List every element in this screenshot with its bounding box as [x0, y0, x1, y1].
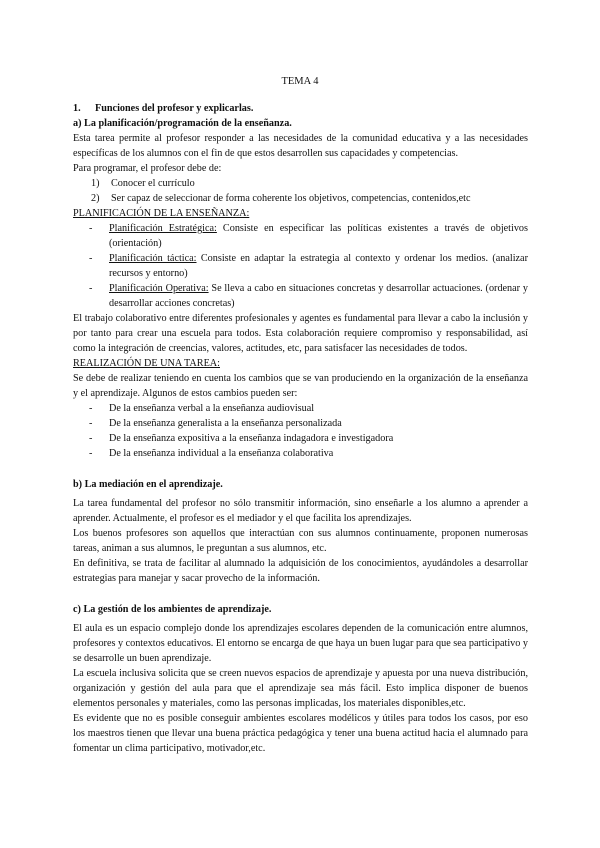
list-item [73, 401, 528, 416]
document-body [73, 101, 528, 756]
list-item-text: Consiste en especificar las políticas existentes a través de objetivos (orientación) [109, 223, 528, 249]
planning-heading: PLANIFICACIÓN DE LA ENSEÑANZA: [73, 208, 250, 219]
list-item-body [109, 221, 528, 251]
list-item [73, 416, 528, 431]
list-item [73, 221, 528, 251]
subsection-a-paragraph-4: Se debe de realizar teniendo en cuenta los cambios que se van produciendo en la organización de la enseñanza y el aprendizaje. Algunos de estos cambios pueden ser: [73, 373, 528, 399]
list-item-text: Ser capaz de seleccionar de forma coherente los objetivos, competencias, contenidos,etc [111, 193, 471, 204]
list-marker: - [89, 403, 93, 414]
list-item-body [109, 281, 528, 311]
list-item [73, 251, 528, 281]
subsection-b-paragraph-3: En definitiva, se trata de facilitar al alumnado la adquisición de los conocimientos, ayudándoles a desarrollar estrategias para manejar y sacar provecho de la información. [73, 558, 528, 584]
section-spacer [73, 461, 528, 477]
list-marker: - [89, 223, 93, 234]
changes-list [73, 401, 528, 461]
list-item-text: De la enseñanza generalista a la enseñanza personalizada [109, 418, 342, 429]
list-item-text: De la enseñanza individual a la enseñanza colaborativa [109, 448, 334, 459]
section-1-title: Funciones del profesor y explicarlas. [95, 103, 254, 114]
subsection-a-paragraph-3: El trabajo colaborativo entre diferentes profesionales y agentes es fundamental para llevar a cabo la inclusión y por tanto para crear una escuela para todos. Esta colaboración requiere compromiso y responsabilidad, así como la integración de creencias, valores, actitudes, etc, para satisfacer las necesidades de todos. [73, 313, 528, 354]
list-marker: - [89, 418, 93, 429]
list-item-text: Consiste en adaptar la estrategia al contexto y ordenar los medios. (analizar recursos y entorno) [109, 253, 528, 279]
subsection-c-paragraph-2: La escuela inclusiva solicita que se creen nuevos espacios de aprendizaje y apuesta por una nueva distribución, organización y gestión del aula para que el aprendizaje sea más fácil. Esto implica disponer de buenos elementos personales y materiales, como las personas implicadas, los materiales disponibles,etc. [73, 668, 528, 709]
list-item [73, 446, 528, 461]
subsection-b-paragraph-1: La tarea fundamental del profesor no sólo transmitir información, sino enseñarle a los alumno a aprender a aprender. Actualmente, el profesor es el mediador y el que facilita los aprendizajes. [73, 498, 528, 524]
list-item [73, 431, 528, 446]
subsection-b-paragraph-2: Los buenos profesores son aquellos que interactúan con sus alumnos continuamente, proponen numerosas tareas, animan a sus alumnos, le preguntan a sus alumnos, etc. [73, 528, 528, 554]
list-marker: 1) [91, 178, 100, 189]
list-item-text: De la enseñanza verbal a la enseñanza audiovisual [109, 403, 315, 414]
subsection-a-heading: a) La planificación/programación de la enseñanza. [73, 118, 292, 129]
list-item-term: Planificación Estratégica: [109, 223, 217, 234]
list-item-text: Conocer el currículo [111, 178, 195, 189]
section-1-heading [73, 101, 528, 116]
section-1-number: 1. [73, 103, 81, 114]
list-marker: - [89, 253, 93, 264]
list-item [73, 191, 528, 206]
programming-steps-list [73, 176, 528, 206]
planning-types-list [73, 221, 528, 311]
list-item-body [109, 251, 528, 281]
list-item [73, 176, 528, 191]
list-marker: - [89, 433, 93, 444]
task-heading: REALIZACIÓN DE UNA TAREA: [73, 358, 220, 369]
list-item-term: Planificación Operativa: [109, 283, 209, 294]
subsection-a-paragraph-1: Esta tarea permite al profesor responder a las necesidades de la comunidad educativa y a las necesidades específicas de los alumnos con el fin de que estos desarrollen sus capacidades y competencias. [73, 133, 528, 159]
list-item-term: Planificación táctica: [109, 253, 197, 264]
document-title: TEMA 4 [281, 76, 319, 87]
list-marker: - [89, 283, 93, 294]
section-spacer [73, 586, 528, 602]
subsection-b-heading: b) La mediación en el aprendizaje. [73, 479, 223, 490]
list-item-text: De la enseñanza expositiva a la enseñanza indagadora e investigadora [109, 433, 394, 444]
subsection-c-heading: c) La gestión de los ambientes de aprendizaje. [73, 604, 272, 615]
list-item-text: Se lleva a cabo en situaciones concretas y desarrollar actuaciones. (ordenar y desarrollar acciones concretas) [109, 283, 528, 309]
subsection-a-paragraph-2: Para programar, el profesor debe de: [73, 163, 222, 174]
subsection-c-paragraph-1: El aula es un espacio complejo donde los aprendizajes escolares dependen de la comunicación entre alumnos, profesores y contextos educativos. El entorno se encarga de que haya un buen lugar para que sea participativo y se desarrolle un buen aprendizaje. [73, 623, 528, 664]
list-marker: 2) [91, 193, 100, 204]
list-item [73, 281, 528, 311]
list-marker: - [89, 448, 93, 459]
subsection-c-paragraph-3: Es evidente que no es posible conseguir ambientes escolares modélicos y útiles para todos los casos, por eso los maestros tienen que llevar una buena práctica pedagógica y tener una buena actitud hacia el alumnado para fomentar un clima participativo, motivador,etc. [73, 713, 528, 754]
